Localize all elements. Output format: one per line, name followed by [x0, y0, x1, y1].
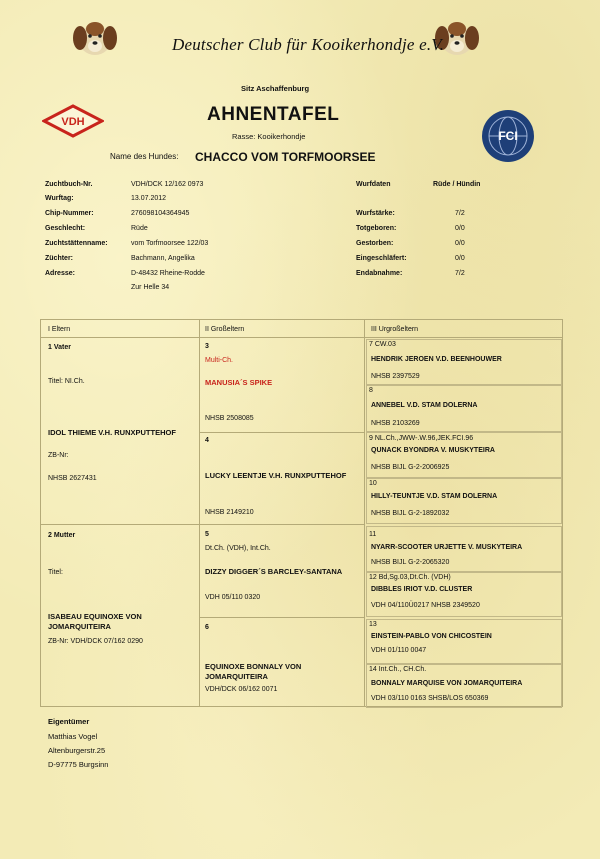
- detail-value-line2: Zur Helle 34: [131, 284, 170, 291]
- grandparent-name: MANUSIA´S SPIKE: [205, 378, 273, 387]
- great-grandparent-number: 8: [369, 387, 373, 394]
- grandparent-title: Multi-Ch.: [205, 357, 234, 364]
- great-grandparent-name: EINSTEIN-PABLO VON CHICOSTEIN: [371, 633, 492, 640]
- grandparent-title: Dt.Ch. (VDH), Int.Ch.: [205, 545, 271, 552]
- column-header: III Urgroßeltern: [371, 326, 419, 333]
- grandparent-number: 5: [205, 531, 209, 538]
- great-grandparent-number: 14 Int.Ch., CH.Ch.: [369, 666, 427, 673]
- vdh-logo: [42, 104, 104, 138]
- column-header: II Großeltern: [205, 326, 245, 333]
- grandparent-number: 3: [205, 343, 209, 350]
- grandparent-reg: VDH 05/110 0320: [205, 594, 261, 601]
- dog-name: CHACCO VOM TORFMOORSEE: [195, 150, 376, 164]
- document-title: AHNENTAFEL: [207, 104, 340, 125]
- parent-zb: ZB-Nr:: [48, 452, 69, 459]
- great-grandparent-reg: VDH 03/110 0163 SHSB/LOS 650369: [371, 695, 489, 702]
- great-grandparent-reg: VDH 04/110Ü0217 NHSB 2349520: [371, 602, 480, 609]
- detail-label: Züchter:: [45, 255, 73, 262]
- litter-label: Eingeschläfert:: [356, 255, 407, 262]
- parent-name: IDOL THIEME V.H. RUNXPUTTEHOF: [48, 428, 176, 437]
- detail-label: Zuchtbuch-Nr.: [45, 181, 93, 188]
- detail-label: Adresse:: [45, 270, 75, 277]
- parent-number: 2 Mutter: [48, 532, 76, 539]
- great-grandparent-name: DIBBLES IRIOT V.D. CLUSTER: [371, 586, 473, 593]
- owner-name: Matthias Vogel: [48, 732, 98, 741]
- litter-label: Endabnahme:: [356, 270, 403, 277]
- detail-value: 13.07.2012: [131, 195, 167, 202]
- detail-label: Geschlecht:: [45, 225, 86, 232]
- breed: Rasse: Kooikerhondje: [232, 132, 306, 141]
- litter-value: 7/2: [455, 210, 465, 217]
- litter-value: 7/2: [455, 270, 465, 277]
- great-grandparent-name: HENDRIK JEROEN V.D. BEENHOUWER: [371, 356, 502, 363]
- litter-label: Gestorben:: [356, 240, 394, 247]
- great-grandparent-number: 7 CW.03: [369, 341, 396, 348]
- great-grandparent-reg: NHSB 2397529: [371, 373, 420, 380]
- owner-city: D-97775 Burgsinn: [48, 760, 109, 769]
- detail-label: Wurftag:: [45, 195, 74, 202]
- great-grandparent-number: 9 NL.Ch.,JWW-.W.96,JEK.FCI.96: [369, 435, 474, 442]
- grid-divider: [199, 432, 365, 433]
- litter-value: 0/0: [455, 255, 465, 262]
- grandparent-number: 4: [205, 437, 209, 444]
- parent-name: ISABEAU EQUINOXE VON JOMARQUITEIRA: [48, 612, 142, 631]
- great-grandparent-box: [366, 478, 562, 524]
- detail-value: Bachmann, Angelika: [131, 255, 195, 262]
- column-header: I Eltern: [48, 326, 71, 333]
- grid-divider: [199, 617, 365, 618]
- grid-divider: [364, 319, 365, 707]
- great-grandparent-reg: NHSB BIJL G-2-2065320: [371, 559, 450, 566]
- great-grandparent-number: 10: [369, 480, 377, 487]
- detail-label: Chip-Nummer:: [45, 210, 94, 217]
- grandparent-name: DIZZY DIGGER´S BARCLEY-SANTANA: [205, 567, 343, 576]
- parent-number: 1 Vater: [48, 344, 71, 351]
- litter-value: 0/0: [455, 240, 465, 247]
- parent-reg: NHSB 2627431: [48, 475, 97, 482]
- parent-zb: ZB-Nr: VDH/DCK 07/162 0290: [48, 638, 143, 645]
- owner-street: Altenburgerstr.25: [48, 746, 106, 755]
- fci-logo: [480, 108, 536, 164]
- great-grandparent-reg: NHSB BIJL G-2-2006925: [371, 464, 450, 471]
- great-grandparent-reg: NHSB BIJL G-2-1892032: [371, 510, 450, 517]
- detail-value: D-48432 Rheine-Rodde: [131, 270, 205, 277]
- grandparent-reg: NHSB 2149210: [205, 509, 254, 516]
- vdh-logo-text: VDH: [61, 116, 85, 128]
- parent-title: Titel: NI.Ch.: [48, 378, 85, 385]
- detail-value: vom Torfmoorsee 122/03: [131, 240, 209, 247]
- detail-value: 276098104364945: [131, 210, 190, 217]
- grid-divider: [199, 319, 200, 707]
- great-grandparent-box: [366, 619, 562, 664]
- litter-title: Wurfdaten: [356, 181, 391, 188]
- detail-value: Rüde: [131, 225, 148, 232]
- dog-name-label: Name des Hundes:: [110, 152, 179, 161]
- great-grandparent-name: NYARR-SCOOTER URJETTE V. MUSKYTEIRA: [371, 544, 523, 551]
- great-grandparent-name: HILLY-TEUNTJE V.D. STAM DOLERNA: [371, 493, 498, 500]
- fci-logo-text: FCI: [498, 129, 518, 143]
- litter-label: Wurfstärke:: [356, 210, 395, 217]
- grandparent-name: LUCKY LEENTJE V.H. RUNXPUTTEHOF: [205, 471, 347, 480]
- owner-title: Eigentümer: [48, 717, 90, 726]
- grandparent-number: 6: [205, 624, 209, 631]
- grid-divider: [40, 337, 563, 338]
- parent-title: Titel:: [48, 569, 63, 576]
- grandparent-reg: VDH/DCK 06/162 0071: [205, 686, 278, 693]
- grandparent-name: EQUINOXE BONNALY VON JOMARQUITEIRA: [205, 662, 302, 681]
- dog-head-left-icon: [70, 16, 120, 58]
- great-grandparent-name: ANNEBEL V.D. STAM DOLERNA: [371, 402, 478, 409]
- great-grandparent-reg: VDH 01/110 0047: [371, 647, 427, 654]
- detail-label: Zuchtstättenname:: [45, 240, 108, 247]
- great-grandparent-reg: NHSB 2103269: [371, 420, 420, 427]
- detail-value: VDH/DCK 12/162 0973: [131, 181, 204, 188]
- litter-value: 0/0: [455, 225, 465, 232]
- litter-header-values: Rüde / Hündin: [433, 181, 481, 188]
- club-seat: Sitz Aschaffenburg: [241, 84, 310, 93]
- great-grandparent-name: BONNALY MARQUISE VON JOMARQUITEIRA: [371, 680, 523, 687]
- great-grandparent-number: 12 Bd,Sg.03,Dt.Ch. (VDH): [369, 574, 451, 581]
- great-grandparent-name: QUNACK BYONDRA V. MUSKYTEIRA: [371, 447, 495, 454]
- litter-label: Totgeboren:: [356, 225, 397, 232]
- grandparent-reg: NHSB 2508085: [205, 415, 254, 422]
- club-name: Deutscher Club für Kooikerhondje e.V.: [172, 35, 445, 54]
- great-grandparent-number: 13: [369, 621, 377, 628]
- great-grandparent-number: 11: [369, 531, 377, 538]
- grid-divider: [40, 524, 365, 525]
